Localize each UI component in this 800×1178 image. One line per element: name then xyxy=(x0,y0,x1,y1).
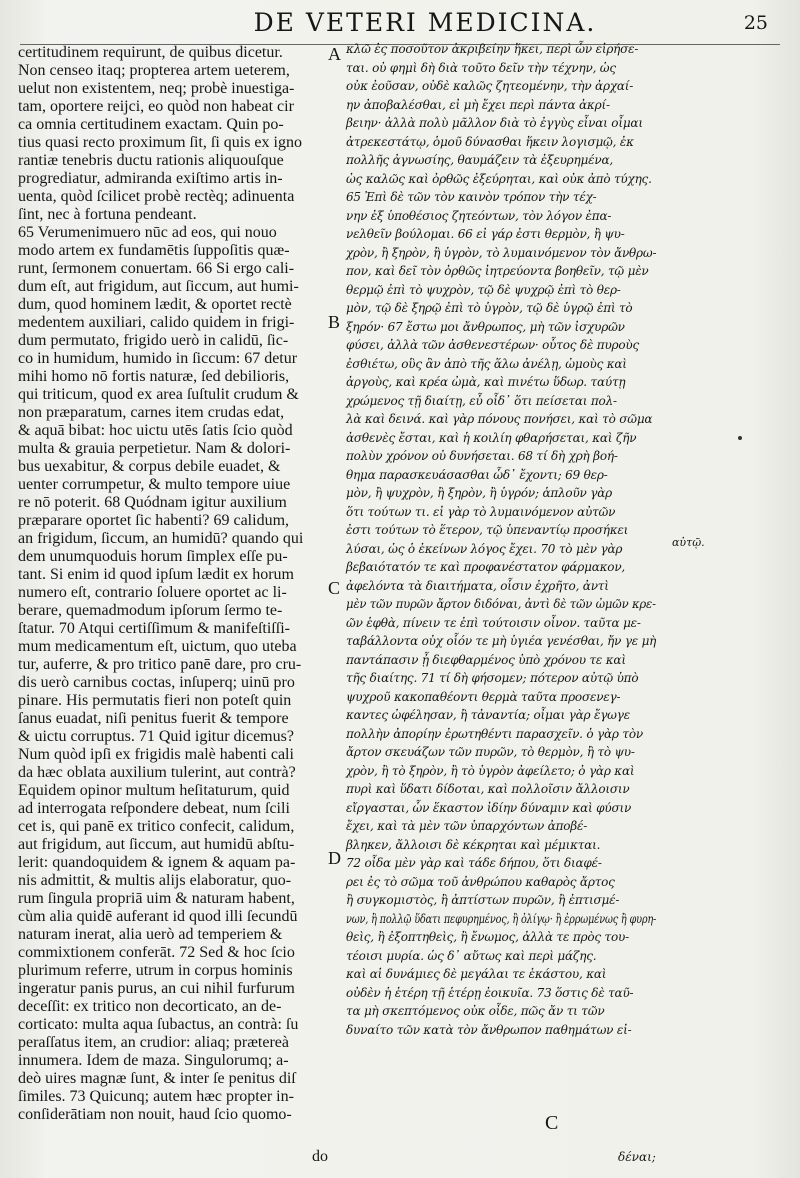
greek-text-line: ἐσθιέτω, οὓς ἂν ἀπὸ τῆς ἅλω ἀνέλῃ, ὠμοὺς καὶ xyxy=(346,356,627,371)
greek-text-line: 72 οἶδα μὲν γὰρ καὶ τάδε δήπου, ὅτι διαφέ- xyxy=(346,856,602,870)
latin-text-line: commixtionem conferāt. 72 Sed & hoc ſcio xyxy=(18,944,295,961)
margin-note: αὐτῷ. xyxy=(672,536,705,549)
greek-text-line: ξηρόν· 67 ἔστω μοι ἄνθρωπος, μὴ τῶν ἰσχυρῶν xyxy=(346,319,625,334)
latin-text-line: præparare oportet ſic habenti? 69 calidum, xyxy=(18,512,290,529)
latin-text-line: berare, quemadmodum ipſorum ſermo te- xyxy=(18,602,283,619)
greek-text-line: ην ἀποβαλέσθαι, εἰ μὴ ἔχει περὶ πάντα ἀκρί- xyxy=(346,97,610,112)
greek-text-line: καὶ αἱ δυνάμιες δὲ μεγάλαι τε ἑκάστου, καὶ xyxy=(346,967,607,981)
latin-text-line: plurimum referre, utrum in corpus hominis xyxy=(18,962,293,979)
greek-text-line: χρὸν, ἢ ξηρὸν, ἢ ὑγρὸν, τὸ λυμαινόμενον τὸν ἄνθρω- xyxy=(346,245,657,260)
latin-text-line: naturam inerat, alia uerò ad temperiem & xyxy=(18,926,283,943)
latin-text-line: uenter corrumpetur, & multo tempore uiue xyxy=(18,476,291,493)
greek-text-line: φύσει, ἀλλὰ τῶν ἀσθενεστέρων· οὗτος δὲ πυροὺς xyxy=(346,338,640,352)
latin-text-line: an frigidum, ſiccum, an humidū? quando qui xyxy=(18,530,304,547)
latin-text-line: multa & grauia perpetietur. Nam & dolori- xyxy=(18,440,291,457)
latin-column xyxy=(18,44,333,1124)
greek-text-line: εἴργασται, ὧν ἕκαστον ἰδίην δύναμιν καὶ φύσιν xyxy=(346,800,632,815)
greek-text-line: ἐστι τούτων τὸ ἕτερον, τῷ ὑπεναντίῳ προσήκει xyxy=(346,523,629,537)
greek-text-line: πυρὶ καὶ ὕδατι δίδοται, καὶ πολλοῖσιν ἄλλοισιν xyxy=(346,782,630,796)
greek-text-line: ὅτι τούτων τι. εἰ γὰρ τὸ λυμαινόμενον αὐτῶν xyxy=(346,504,616,519)
greek-text-line: θεὶς, ἢ ἐξοπτηθεὶς, ἢ ἔνωμος, ἀλλὰ τε πρὸς του- xyxy=(346,930,629,944)
latin-text-line: numero eſt, contrario ſoluere oportet ac li- xyxy=(18,584,287,601)
latin-text-line: bus uexabitur, & corpus debile euadet, & xyxy=(18,458,281,475)
latin-text-line: dum, quod hominem lædit, & oportet rectè xyxy=(18,296,292,313)
latin-text-line: dum permutato, frigido uerò in calidū, ſic- xyxy=(18,332,289,349)
latin-text-line: innumera. Idem de maza. Singulorumq; a- xyxy=(18,1052,289,1069)
latin-text-line: re nō poterit. 68 Quódnam igitur auxilium xyxy=(18,494,287,511)
greek-text-line: ἀτρεκεστάτῳ, ὁμοῦ δύνασθαι ἥκειν λογισμῷ, ἐκ xyxy=(346,134,634,149)
latin-text-line: certitudinem requirunt, de quibus dicetur. xyxy=(18,44,283,61)
latin-text-line: corticato: multa aqua ſubactus, an contrà: ſu xyxy=(18,1016,299,1033)
ink-speck xyxy=(738,436,742,440)
greek-text-line: ται. οὐ φημὶ δὴ διὰ τοῦτο δεῖν τὴν τέχνην, ὡς xyxy=(346,60,616,75)
greek-text-line: οὐδὲν ἡ ἑτέρη τῇ ἑτέρῃ ἐοικυῖα. 73 ὅστις δὲ ταῦ- xyxy=(346,985,634,1000)
latin-text-line: ſimiles. 73 Quicunq; autem hæc propter in- xyxy=(18,1088,294,1105)
greek-text-line: βληκεν, ἄλλοισι δὲ κέκρηται καὶ μέμικται. xyxy=(346,837,601,852)
greek-text-line: ὡς καλῶς καὶ ὀρθῶς ἐξεύρηται, καὶ οὐκ ἀπὸ τύχης. xyxy=(346,171,652,186)
page-number: 25 xyxy=(743,12,768,34)
margin-letter-b: B xyxy=(328,312,341,332)
latin-text-line: Non censeo itaq; propterea artem ueterem, xyxy=(18,62,290,79)
latin-text-line: medentem auxiliari, calido quidem in frigi- xyxy=(18,314,295,331)
latin-text-line: cet is, qui panē ex tritico confecit, calidum, xyxy=(18,818,295,835)
latin-text-line: uenta, quòd ſcilicet probè rectèq; adinuenta xyxy=(18,188,295,205)
latin-text-line: rantiæ tenebris ductu rationis aliquouſque xyxy=(18,152,284,169)
greek-text-line: ἄρτον σκευάζων τῶν πυρῶν, τὸ θερμὸν, ἢ τὸ ψυ- xyxy=(346,745,635,759)
greek-text-line: οὐκ ἐοῦσαν, οὐδὲ καλῶς ζητεομένην, τὴν ἀρχαί- xyxy=(346,79,634,93)
latin-text-line: qui triticum, quod ex area ſuſtulit crudum & xyxy=(18,386,299,403)
latin-text-line: Equidem opinor multum heſitaturum, quid xyxy=(18,782,290,799)
greek-text-line: θερμῷ ἐπὶ τὸ ψυχρὸν, τῷ δὲ ψυχρῷ ἐπὶ τὸ θερ- xyxy=(346,282,621,297)
greek-text-line: χρὸν, ἢ τὸ ξηρὸν, ἢ τὸ ὑγρὸν ἀφείλετο; ὁ γὰρ καὶ xyxy=(346,763,635,778)
catchword-latin: do xyxy=(312,1148,328,1165)
greek-text-line: 65 Ἐπὶ δὲ τῶν τὸν καινὸν τρόπον τὴν τέχ- xyxy=(346,190,597,204)
latin-text-line: tam, oportere reijci, eo quòd non habeat cir xyxy=(18,98,294,115)
margin-letter-c: C xyxy=(328,578,341,598)
latin-text-line: tur, auferre, & pro tritico panē dare, pro cru- xyxy=(18,656,302,673)
latin-text-line: uelut non existentem, neq; probè inuestiga- xyxy=(18,80,295,97)
greek-text-line: δυναίτο τῶν κατὰ τὸν ἄνθρωπον παθημάτων εἰ- xyxy=(346,1022,632,1037)
latin-text-line: pinare. His permutatis fieri non poteſt quin xyxy=(18,692,292,709)
latin-text-line: Num quòd ipſi ex frigidis malè habenti cali xyxy=(18,746,294,763)
greek-text-line: ἀργοὺς, καὶ κρέα ὠμὰ, καὶ πινέτω ὕδωρ. ταύτῃ xyxy=(346,375,626,389)
latin-text-line: conſiderātiam non nouit, haud ſcio quomo- xyxy=(18,1106,292,1123)
catchword-greek: δέναι; xyxy=(618,1150,656,1164)
greek-text-line: βειην· ἀλλὰ πολὺ μᾶλλον διὰ τὸ ἐγγὺς εἶναι οἶμαι xyxy=(346,116,643,130)
latin-text-line: & aquā bibat: hoc uictu utēs ſatis ſcio quòd xyxy=(18,422,293,439)
greek-text-line: λὰ καὶ δεινά. καὶ γὰρ πόνους πονήσει, καὶ τὸ σῶμα xyxy=(346,412,653,426)
latin-text-line: da hæc oblata auxilium tulerint, aut contrà? xyxy=(18,764,296,781)
latin-text-line: non præparatum, carnes item crudas edat, xyxy=(18,404,285,421)
latin-text-line: dis uerò carnibus coctas, inſuperq; uinū pro xyxy=(18,674,295,691)
greek-text-line: νελθεῖν βούλομαι. 66 εἰ γάρ ἐστι θερμὸν, ἢ ψυ- xyxy=(346,227,625,241)
margin-letter-d: D xyxy=(328,848,341,868)
greek-text-line: θημα παρασκευάσασθαι ὧδ᾽ ἔχοντι; 69 θερ- xyxy=(346,467,608,482)
greek-text-line: μὸν, ἢ ψυχρὸν, ἢ ξηρὸν, ἢ ὑγρόν; ἁπλοῦν γὰρ xyxy=(346,486,612,500)
latin-text-line: ingeratur panis purus, an cui nihil furfurum xyxy=(18,980,295,997)
greek-text-line: ῶν ἑφθὰ, πίνειν τε ἐπὶ τούτοισιν οἶνον. ταῦτα με- xyxy=(346,615,641,630)
greek-text-line: πολλῆς ἀγνωσίης, θαυμάζειν τὰ ἐξευρημένα, xyxy=(346,153,613,167)
latin-text-line: co in humidum, humido in ſiccum: 67 detur xyxy=(18,350,298,367)
latin-text-line: dem unumquoduis horum ſimplex eſſe pu- xyxy=(18,548,288,565)
latin-text-line: mum medicamentum eſt, uictum, quo uteba xyxy=(18,638,297,655)
latin-text-line: ſtatur. 70 Atqui certiſſimum & manifeſtiſſi- xyxy=(18,620,290,637)
greek-text-line: μὲν τῶν πυρῶν ἄρτον διδόναι, ἀντὶ δὲ τῶν ὠμῶν κρε- xyxy=(346,597,656,611)
greek-text-line: μὸν, τῷ δὲ ξηρῷ ἐπὶ τὸ ὑγρὸν, τῷ δὲ ὑγρῷ ἐπὶ τὸ xyxy=(346,301,633,315)
latin-text-line: runt, ſermonem conuertam. 66 Si ergo cali- xyxy=(18,260,295,277)
margin-letter-a: A xyxy=(328,44,341,64)
latin-text-line: rum ſingula propriā uim & naturam habent, xyxy=(18,890,295,907)
latin-text-line: & uictu corruptus. 71 Quid igitur dicemus? xyxy=(18,728,294,745)
latin-text-line: cùm alia quidē auferant id quod illi ſecundū xyxy=(18,908,298,925)
latin-text-line: mihi homo nō fortis naturæ, ſed debilioris, xyxy=(18,368,290,385)
greek-text-line: ψυχροῦ κακοπαθέοντι θερμὰ ταῦτα προσενεγ- xyxy=(346,689,621,704)
greek-text-line: τέοισι μυρία. ὡς δ᾽ αὔτως καὶ περὶ μάζης. xyxy=(346,948,597,963)
latin-text-line: ca omnia certitudinem exactam. Quin po- xyxy=(18,116,284,133)
latin-text-line: ſint, nec à fortuna pendeant. xyxy=(18,206,197,223)
greek-text-line: παντάπασιν ᾖ διεφθαρμένος ὑπὸ χρόνου τε καὶ xyxy=(346,652,626,667)
greek-text-line: λύσαι, ὡς ὁ ἐκείνων λόγος ἔχει. 70 τὸ μὲν γὰρ xyxy=(346,541,623,556)
running-title: DE VETERI MEDICINA. xyxy=(253,8,597,37)
greek-text-line: ἢ συγκομιστὸς, ἢ ἀπτίστων πυρῶν, ἢ ἐπτισμέ- xyxy=(346,893,620,907)
greek-text-line: πολὺν χρόνον οὐ δυνήσεται. 68 τί δὴ χρὴ βοή- xyxy=(346,449,618,463)
greek-text-line: ρει ἐς τὸ σῶμα τοῦ ἀνθρώπου καθαρὸς ἄρτος xyxy=(346,874,615,889)
greek-text-line: τῆς διαίτης. 71 τί δὴ φήσομεν; πότερον αὐτῷ ὑπὸ xyxy=(346,671,639,685)
greek-text-line: ἔχει, καὶ τὰ μὲν τῶν ὑπαρχόντων ἀποβέ- xyxy=(346,819,588,833)
greek-text-line: τα μὴ σκεπτόμενος οὐκ οἶδε, πῶς ἄν τι τῶν xyxy=(346,1004,605,1018)
greek-text-line: ἀφελόντα τὰ διαιτήματα, οἷσιν ἐχρῆτο, ἀντὶ xyxy=(346,578,609,593)
greek-text-line: πον, καὶ δεῖ τὸν ὀρθῶς ἰητρεύοντα βοηθεῖν, τῷ μὲν xyxy=(346,264,649,278)
greek-text-line: χρώμενος τῇ διαίτῃ, εὖ οἶδ᾽ ὅτι πείσεται πολ- xyxy=(346,393,617,408)
greek-column xyxy=(346,40,656,1039)
greek-text-line: νην ἐξ ὑποθέσιος ζητεόντων, τὸν λόγον ἐπα- xyxy=(346,208,612,223)
latin-text-line: tius quasi recto proximum ſit, ſi quis ex igno xyxy=(18,134,302,151)
latin-text-line: 65 Verumenimuero nūc ad eos, qui nouo xyxy=(18,224,277,241)
latin-text-line: nis admittit, & multis alijs elaboratur, quo- xyxy=(18,872,292,889)
greek-text-line: ταβάλλοντα οὐχ οἷόν τε μὴ ὑγιέα γενέσθαι, ἤν γε μὴ xyxy=(346,634,657,648)
latin-text-line: deò uires magnæ ſunt, & inter ſe penitus diſ xyxy=(18,1070,296,1087)
greek-text-line: πολλὴν ἀπορίην ἐρωτηθέντι παρασχεῖν. ὁ γὰρ τὸν xyxy=(346,726,643,741)
latin-text-line: peraſſatus item, an crudior: aliaq; prætereà xyxy=(18,1034,289,1051)
latin-text-line: lerit: quandoquidem & ignem & aquam pa- xyxy=(18,854,296,871)
latin-text-line: ſanus euadat, niſi penitus fuerit & tempore xyxy=(18,710,289,727)
latin-text-line: tant. Si enim id quod ipſum lædit ex horum xyxy=(18,566,294,583)
greek-text-line: κλῶ ἐς ποσοῦτον ἀκριβείην ἥκει, περὶ ὧν εἰρήσε- xyxy=(346,42,639,56)
greek-text-line: ἀσθενὲς ἔσται, καὶ ἡ κοιλίη φθαρήσεται, καὶ ζῆν xyxy=(346,430,637,445)
latin-text-line: modo artem ex fundamētis ſuppoſitis quæ- xyxy=(18,242,290,259)
greek-text-line: καντες ὠφέλησαν, ἢ τἀναντία; οἶμαι γὰρ ἔγωγε xyxy=(346,708,630,722)
signature-mark: C xyxy=(545,1112,559,1134)
latin-text-line: ad interrogata reſpondere debeat, num ſcili xyxy=(18,800,290,817)
greek-text-line: νων, ἢ πολλῷ ὕδατι πεφυρημένος, ἢ ὀλίγῳ· ἢ ἐρρωμένως ἢ φυρη- xyxy=(346,911,657,926)
latin-text-line: progrediatur, admiranda exiſtimo artis in- xyxy=(18,170,283,187)
latin-text-line: deceſſit: ex tritico non decorticato, an de- xyxy=(18,998,282,1015)
greek-text-line: βεβαιότατόν τε καὶ προφανέστατον φάρμακον, xyxy=(346,560,626,574)
latin-text-line: aut frigidum, aut ſiccum, aut humidū abſtu- xyxy=(18,836,295,853)
latin-text-line: dum eſt, aut frigidum, aut ſiccum, aut humi- xyxy=(18,278,299,295)
